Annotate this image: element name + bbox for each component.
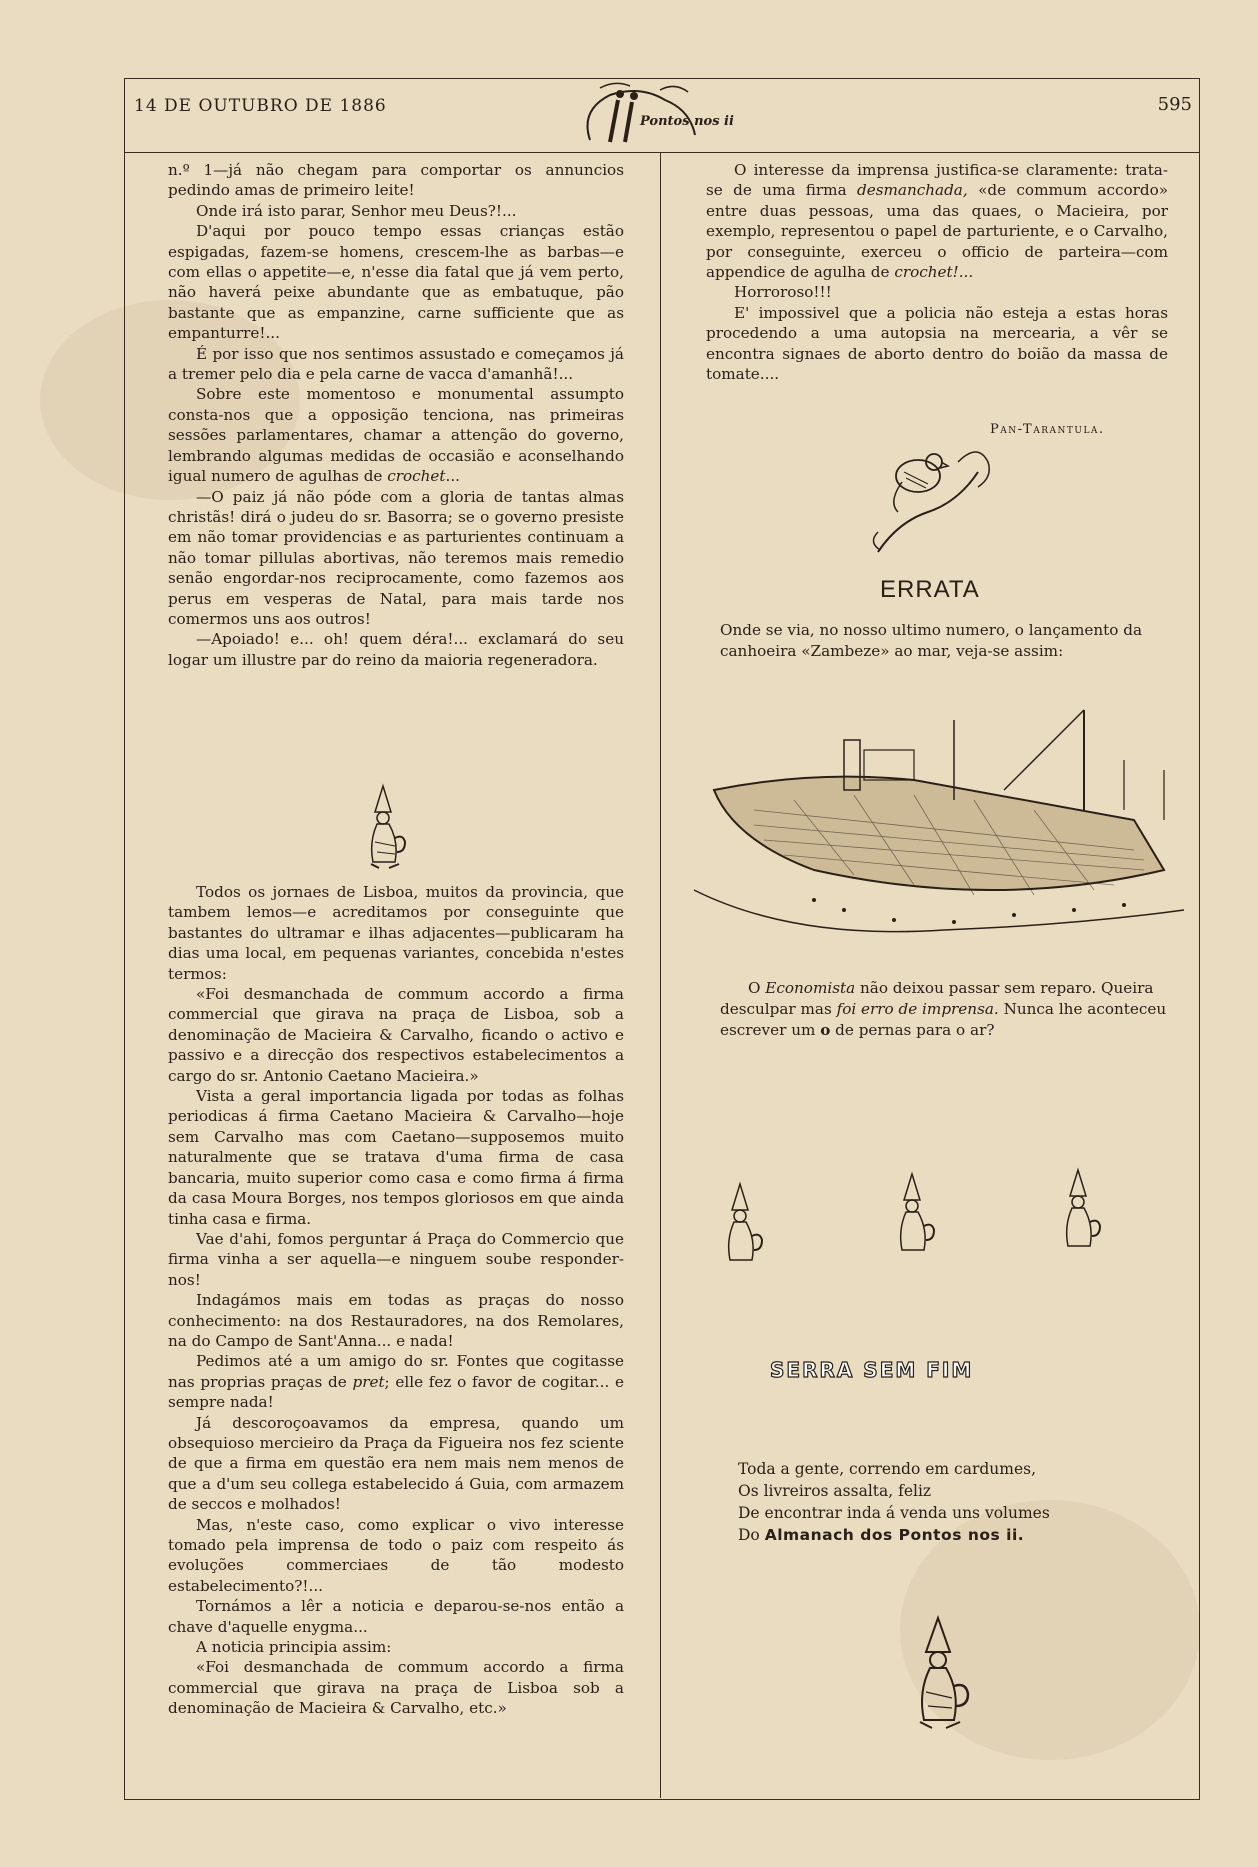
paragraph-text: Nunca lhe aconteceu escrever um [720, 1000, 1167, 1039]
page-number: 595 [1157, 94, 1192, 115]
gnome-figure-icon [355, 782, 415, 872]
italic-word: desmanchada, [857, 181, 968, 200]
bold-letter: o [820, 1021, 831, 1039]
paragraph: A noticia principia assim: [196, 1638, 392, 1657]
ship-illustration-icon [694, 700, 1184, 950]
errata-heading: ERRATA [880, 576, 980, 603]
paragraph-text: não deixou passar sem reparo. Queira desculpar mas [720, 979, 1154, 1018]
serra-heading: SERRA SEM FIM [770, 1358, 974, 1382]
paragraph: —O paiz já não póde com a gloria de tantas almas christãs! dirá o judeu do sr. Basorra; se o governo presiste em não tomar providencias e as parturientes continuam a não tomar pillulas abortivas, não teremos mais remedio senão engordar-nos reciprocamente, como fazemos aos perus em vesperas de Natal, para mais tarde nos comermos uns aos outros! [168, 487, 624, 628]
paragraph: É por isso que nos sentimos assustado e começamos já a tremer pelo dia e pela carne de vacca d'amanhã!... [168, 344, 624, 384]
issue-date: 14 DE OUTUBRO DE 1886 [134, 96, 387, 116]
left-column-top [168, 160, 624, 670]
paragraph-text: Pedimos até a um amigo do sr. Fontes que cogitasse nas proprias praças de [168, 1352, 624, 1391]
masthead-logo-icon [570, 80, 734, 150]
author-signature: Pan-Tarantula. [990, 422, 1105, 437]
italic-word: crochet [387, 467, 446, 486]
paragraph-text: O interesse da imprensa justifica-se claramente: trata-se de uma firma [706, 161, 1168, 200]
paragraph-text: «de commum accordo» entre duas pessoas, uma das quaes, o Macieira, por exemplo, representou o papel de parturiente, e o Carvalho, por conseguinte, exerceu o officio de parteira—com appendice de agulha de [706, 181, 1169, 282]
italic-word: Economista [765, 979, 856, 997]
paragraph [168, 1351, 624, 1412]
gnome-figure-icon [712, 1180, 772, 1270]
poem-line: Os livreiros assalta, feliz [738, 1482, 932, 1500]
quoted-notice: «Foi desmanchada de commum accordo a firma commercial que girava na praça de Lisboa sob a denominação de Macieira & Carvalho, etc.» [168, 1658, 624, 1718]
masthead-text: Pontos nos ii [640, 114, 734, 129]
almanach-title: Almanach dos Pontos nos ii. [764, 1526, 1025, 1544]
paragraph [706, 160, 1168, 282]
paragraph: E' impossivel que a policia não esteja a estas horas procedendo a uma autopsia na mercearia, a vêr se encontra signaes de aborto dentro do boião da massa de tomate.... [706, 303, 1168, 384]
italic-word: foi erro de imprensa. [836, 1000, 999, 1018]
paragraph: Indagámos mais em todas as praças do nosso conhecimento: na dos Restauradores, na dos Remolares, na do Campo de Sant'Anna... e nada! [168, 1291, 624, 1350]
paragraph: Mas, n'este caso, como explicar o vivo interesse tomado pela imprensa de todo o paiz com respeito ás evoluções commerciaes de tão modesto estabelecimento?!... [168, 1515, 624, 1595]
paragraph-text: O [748, 979, 761, 997]
masthead [570, 80, 734, 150]
errata-comment [720, 978, 1172, 1041]
paragraph-text: ; elle fez o favor de cogitar... e sempre nada! [168, 1372, 625, 1412]
right-column-top [706, 160, 1168, 384]
paragraph: Vista a geral importancia ligada por todas as folhas periodicas á firma Caetano Macieira & Carvalho—hoje sem Carvalho mas com Caetano—supposemos muito naturalmente que se tratava d'uma firma de casa bancaria, muito superior como casa e como firma á firma da casa Moura Borges, nos tempos gloriosos em que ainda tinha casa e firma. [168, 1087, 624, 1228]
paragraph: n.º 1—já não chegam para comportar os annuncios pedindo amas de primeiro leite! [168, 161, 624, 200]
paragraph: Todos os jornaes de Lisboa, muitos da provincia, que tambem lemos—e acreditamos por conseguinte que bastantes do ultramar e ilhas adjacentes—publicaram ha dias uma local, em pequenas variantes, concebida n'estes termos: [168, 883, 624, 983]
paragraph: —Apoiado! e... oh! quem déra!... exclamará do seu logar um illustre par do reino da maioria regeneradora. [168, 630, 624, 669]
paragraph: Onde irá isto parar, Senhor meu Deus?!... [196, 201, 517, 220]
errata-intro: Onde se via, no nosso ultimo numero, o lançamento da canhoeira «Zambeze» ao mar, veja-se assim: [720, 621, 1142, 660]
ellipsis: ... [445, 467, 461, 486]
italic-word: pret [352, 1372, 385, 1391]
header-rule [124, 152, 1200, 153]
paragraph: Tornámos a lêr a noticia e deparou-se-nos então a chave d'aquelle enygma... [168, 1597, 624, 1636]
poem [738, 1458, 1050, 1546]
poem-text: Do [738, 1526, 760, 1544]
left-column-bottom [168, 882, 624, 1719]
paragraph-text: de pernas para o ar? [835, 1021, 995, 1039]
column-divider [660, 152, 661, 1798]
paragraph [168, 384, 624, 486]
gnome-figure-icon [1050, 1166, 1110, 1256]
gnome-figure-icon [884, 1170, 944, 1260]
poem-line: Toda a gente, correndo em cardumes, [738, 1460, 1037, 1478]
bird-on-branch-icon [868, 432, 1018, 562]
paragraph: Vae d'ahi, fomos perguntar á Praça do Commercio que firma vinha a ser aquella—e ninguem soube responder-nos! [168, 1229, 624, 1289]
poem-line: De encontrar inda á venda uns volumes [738, 1504, 1050, 1522]
paragraph: D'aqui por pouco tempo essas crianças estão espigadas, fazem-se homens, crescem-lhe as barbas—e com ellas o appetite—e, n'esse dia fatal que já vem perto, não haverá peixe abundante que as embatuque, pão bastante que as empanzine, carne sufficiente que as empanturre!... [168, 222, 624, 343]
quoted-notice: «Foi desmanchada de commum accordo a firma commercial que girava na praça de Lisboa, sob a denominação de Macieira & Carvalho, ficando o activo e passivo e a direcção dos respectivos estabelecimentos a cargo do sr. Antonio Caetano Macieira.» [168, 985, 624, 1085]
paragraph: Já descoroçoavamos da empresa, quando um obsequioso mercieiro da Praça da Figueira nos fez sciente de que a firma em questão era nem mais nem menos de que a d'um seu collega estabelecido á Guia, com armazem de seccos e molhados! [168, 1413, 624, 1514]
paragraph: Horroroso!!! [734, 283, 832, 302]
gnome-figure-icon [900, 1612, 980, 1732]
poem-line [738, 1524, 1050, 1546]
paragraph-text: Sobre este momentoso e monumental assumpto consta-nos que a opposição tenciona, nas primeiras sessões parlamentares, chamar a attenção do governo, lembrando algumas medidas de occasião e aconselhando igual numero de agulhas de [168, 385, 624, 486]
italic-word: crochet!... [894, 263, 974, 282]
